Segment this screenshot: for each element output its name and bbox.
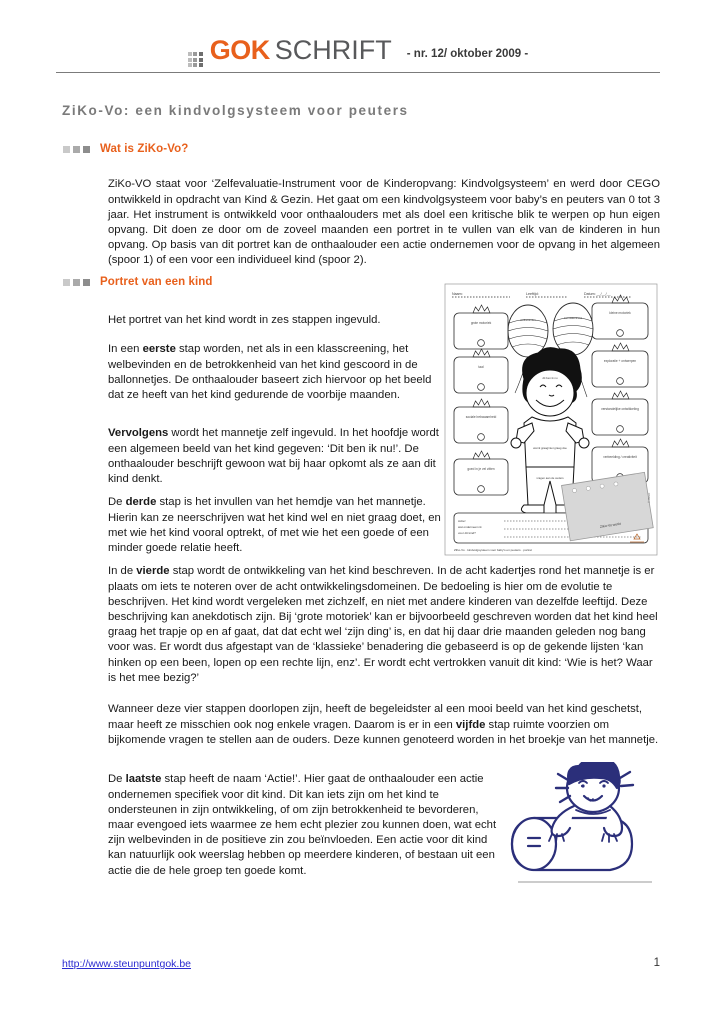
gok-dot-matrix-icon (188, 52, 203, 67)
paragraph-stap-laatste: De laatste stap heeft de naam ‘Actie!’. Hier gaat de onthaalouder een actie ondernemen specifiek voor dit kind. Dit kan iets zijn om het kind te ondersteunen in zijn ontwikkeling, of om zijn betrokkenheid te bevorderen, maar evengoed iets waarmee ze hem echt plezier zou kunnen doen, wat echt zijn welbevinden in de positieve zin zou beïnvloeden. Een actie voor dit kind kan natuurlijk ook weerslag hebben op meerdere kinderen, of bestaan uit een actie die de hele groep ten goede komt. (108, 773, 497, 877)
svg-text:sociale bekwaamheid: sociale bekwaamheid (465, 415, 497, 419)
paragraph-stap-eerste: In een eerste stap worden, net als in een klasscreening, het welbevinden en de betrokkenheid van het kind gescoord in de ballonnetjes. De onthaalouder baseert zich hiervoor op het beeld dat ze heeft van het kind gedurende de voorbije maanden. (108, 343, 432, 401)
svg-text:wat onderneem ik: wat onderneem ik (458, 525, 482, 529)
svg-text:vragen aan de ouders: vragen aan de ouders (536, 476, 564, 480)
three-squares-bullet-icon (63, 279, 90, 286)
svg-text:taal: taal (478, 365, 484, 369)
svg-text:exploratie + ontwerpen: exploratie + ontwerpen (603, 359, 637, 363)
paragraph-stap-derde: De derde stap is het invullen van het hemdje van het mannetje. Hierin kan ze neerschrijven wat het kind wel en niet graag doet, en met wie het kind vooral optrekt, of met wie het een goede of een minder goede relatie heeft. (108, 496, 441, 554)
paragraph-portret-intro: Het portret van het kind wordt in zes stappen ingevuld. (108, 314, 381, 327)
paragraph-stap-vierde: In de vierde stap wordt de ontwikkeling van het kind beschreven. In de acht kadertjes rond het mannetje is er plaats om iets te noteren over de acht ontwikkelingsdomeinen. De bedoeling is hier om de evolutie te beschrijven. Het kind wordt vergeleken met zichzelf, en niet met andere kinderen van dezelfde leeftijd. Deze beschrijving kan anekdotisch zijn. Bij ‘grote motoriek’ kan er bijvoorbeeld geschreven worden dat het kind heel graag het trapje op en af gaat, dat dat echt wel ‘zijn ding’ is, en dat hij daar drie maanden geleden nog bang voor was. Er wordt dus afgestapt van de ‘klassieke’ benadering die gebaseerd is op de gekende lijsten ‘kan hinken op een been, lopen op een rechte lijn, enz’. Er wordt echt vertrokken vanuit dit kind: ‘Wie is het? Waar is het mee bezig?’ (108, 565, 658, 684)
svg-text:Actie!: Actie! (458, 519, 466, 523)
paragraph-intro: ZiKo-VO staat voor ‘Zelfevaluatie-Instrument voor de Kinderopvang: Kindvolgsysteem’ en werd door CEGO ontwikkeld in opdracht van Kind & Gezin. Het gaat om een kindvolgsysteem voor baby’s en peuters van 0 tot 3 jaar. Het instrument is ontwikkeld voor onthaalouders met als doel een kritische blik te werpen op hun eigen opvang. Dit doen ze door om de zoveel maanden een portret in te vullen van elk van de kinderen in hun opvang. Op basis van dit portret kan de onthaalouder een actie ondernemen voor de opvang in het algemeen (spoor 1) of een voor een individueel kind (spoor 2). (108, 178, 660, 267)
paragraph-stap-vervolgens: Vervolgens wordt het mannetje zelf ingevuld. In het hoofdje wordt een algemeen beeld van het kind gegeven: ‘Dit ben ik nu!’. De onthaalouder beschrijft gewoon wat bij haar opkomt als ze aan dit kind denkt. (108, 427, 439, 485)
section-heading-portret-van-een-kind (63, 276, 213, 288)
child-on-roll-illustration (500, 762, 660, 892)
issue-label: - nr. 12/ oktober 2009 - (406, 48, 529, 60)
three-squares-bullet-icon (63, 146, 90, 153)
svg-text:grote motoriek: grote motoriek (470, 321, 492, 325)
section-title-text: Wat is ZiKo-Vo? (100, 143, 189, 155)
page-header (56, 30, 660, 70)
svg-text:goed in je vel zitten: goed in je vel zitten (467, 467, 495, 471)
svg-text:betrokkenheid: betrokkenheid (564, 316, 582, 320)
logo-text-schrift: SCHRIFT (274, 35, 392, 65)
svg-text:kleine motoriek: kleine motoriek (609, 311, 631, 315)
section-heading-wat-is-ziko-vo (63, 143, 188, 155)
svg-text:verstandelijke ontwikkeling: verstandelijke ontwikkeling (601, 407, 639, 411)
ziko-vo-portrait-form-illustration (444, 283, 658, 556)
svg-text:ZiKo-Vo werkt: ZiKo-Vo werkt (599, 521, 622, 529)
header-divider (56, 72, 660, 73)
paragraph-stap-vijfde: Wanneer deze vier stappen doorlopen zijn, heeft de begeleidster al een mooi beeld van het kind geschetst, maar heeft ze misschien ook nog enkele vragen. Daarom is er in een vijfde stap ruimte voorzien om bijkomende vragen te stellen aan de ouders. Deze kunnen genoteerd worden in het broekje van het mannetje. (108, 703, 659, 746)
svg-text:Datum: __/__/__: Datum: __/__/__ (584, 292, 611, 296)
svg-text:Naam:: Naam: (452, 292, 463, 296)
svg-text:welbevinden: welbevinden (520, 318, 536, 322)
svg-text:voor dit kind?: voor dit kind? (458, 531, 476, 535)
svg-text:verbeelding / creativiteit: verbeelding / creativiteit (603, 455, 637, 459)
svg-text:Leeftijd:: Leeftijd: (526, 292, 539, 296)
page-number: 1 (653, 957, 660, 969)
svg-text:wat ik graag/niet graag doe: wat ik graag/niet graag doe (533, 446, 567, 450)
svg-text:ZiKo-Vo · kindvolgsysteem voor: ZiKo-Vo · kindvolgsysteem voor baby's en peuters · portret (454, 548, 532, 552)
section-title-text: Portret van een kind (100, 276, 213, 288)
svg-text:© CEGO: © CEGO (648, 492, 651, 503)
gokschrift-logo (188, 35, 528, 70)
svg-text:dit ben ik nu: dit ben ik nu (542, 376, 558, 380)
logo-text-gok: GOK (209, 35, 270, 65)
page-title: ZiKo-Vo: een kindvolgsysteem voor peuters (62, 103, 409, 118)
footer-url-link[interactable]: http://www.steunpuntgok.be (62, 958, 191, 970)
